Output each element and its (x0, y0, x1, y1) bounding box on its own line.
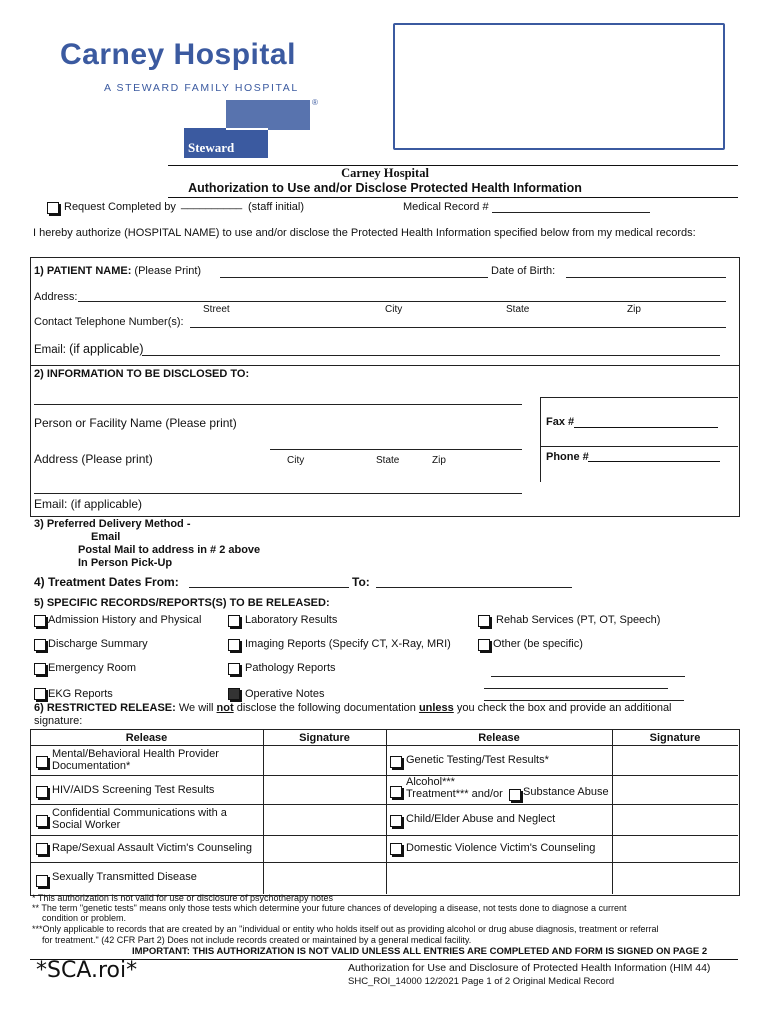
delivery-postal: Postal Mail to address in # 2 above (78, 544, 261, 556)
section3-label: 3) Preferred Delivery Method - (34, 518, 191, 530)
alcohol-label-1: Alcohol*** (406, 776, 455, 788)
phone2-field[interactable] (588, 461, 720, 462)
state-label: State (506, 304, 530, 315)
important-notice: IMPORTANT: THIS AUTHORIZATION IS NOT VALID UNLESS ALL ENTRIES ARE COMPLETED AND FORM IS SIGNED ON PAGE 2 (132, 946, 708, 957)
state2-label: State (376, 455, 400, 466)
header-signature-right: Signature (649, 732, 701, 744)
substance-checkbox[interactable] (509, 789, 521, 801)
section2-label: 2) INFORMATION TO BE DISCLOSED TO: (34, 368, 250, 380)
operative-label: Operative Notes (245, 688, 325, 700)
pathology-label: Pathology Reports (245, 662, 336, 674)
patient-name-hint: (Please Print) (131, 265, 202, 277)
treatment-from-field[interactable] (189, 587, 349, 588)
email2-field[interactable] (34, 493, 522, 494)
zip-label: Zip (627, 304, 641, 315)
discharge-checkbox[interactable] (34, 639, 46, 651)
phone-field[interactable] (190, 327, 726, 328)
alcohol-checkbox[interactable] (390, 786, 402, 798)
city-label: City (385, 304, 403, 315)
address2-label: Address (Please print) (34, 452, 153, 466)
registered-mark: ® (312, 98, 318, 107)
footer-form-meta: SHC_ROI_14000 12/2021 Page 1 of 2 Original Medical Record (348, 976, 615, 987)
substance-label: Substance Abuse (523, 786, 609, 798)
person-facility-label: Person or Facility Name (Please print) (34, 416, 237, 430)
medical-record-field[interactable] (492, 212, 650, 213)
address2-field[interactable] (270, 449, 522, 450)
other-checkbox[interactable] (478, 639, 490, 651)
treatment-to-field[interactable] (376, 587, 572, 588)
social-worker-label-1: Confidential Communications with a (52, 807, 227, 819)
admission-checkbox[interactable] (34, 615, 46, 627)
footnote-3a: ***Only applicable to records that are created by an "individual or entity who holds itself out as providing alcohol or drug abuse diagnosis, treatment or referral (32, 924, 659, 934)
mental-health-label-2: Documentation* (52, 760, 131, 772)
steward-logo-text: Steward (188, 140, 235, 155)
address-label: Address: (34, 291, 78, 303)
section5-label: 5) SPECIFIC RECORDS/REPORTS(S) TO BE RELEASED: (34, 597, 330, 609)
street-label: Street (203, 304, 230, 315)
footnote-2a: ** The term "genetic tests" means only those tests which determine your future chances of developing a disease, not tests done to diagnose a current (32, 903, 627, 913)
section4-label: 4) Treatment Dates From: (34, 575, 179, 589)
imaging-checkbox[interactable] (228, 639, 240, 651)
restricted-text-c: disclose the following documentation (233, 702, 419, 714)
genetic-label: Genetic Testing/Test Results* (406, 754, 549, 766)
delivery-pickup: In Person Pick-Up (78, 557, 173, 569)
city2-label: City (287, 455, 305, 466)
request-completed-label: Request Completed by (64, 201, 176, 213)
hospital-tagline: A STEWARD FAMILY HOSPITAL (104, 82, 299, 94)
admission-label: Admission History and Physical (48, 614, 202, 626)
social-worker-label-2: Social Worker (52, 819, 121, 831)
email-hint: (if applicable) (69, 342, 144, 356)
domestic-violence-label: Domestic Violence Victim's Counseling (406, 842, 596, 854)
request-completed-checkbox[interactable] (47, 202, 59, 214)
social-worker-checkbox[interactable] (36, 815, 48, 827)
fax-field[interactable] (574, 427, 718, 428)
email2-label: Email: (if applicable) (34, 497, 143, 511)
section1-label (34, 265, 201, 277)
section6-label (34, 702, 672, 714)
treatment-to-label: To: (352, 575, 370, 589)
other-label: Other (be specific) (493, 638, 583, 650)
patient-name-field[interactable] (220, 277, 488, 278)
other-field-3[interactable] (484, 700, 684, 701)
phone2-label: Phone # (546, 451, 589, 463)
rape-counseling-checkbox[interactable] (36, 843, 48, 855)
form-hospital-title: Carney Hospital (341, 166, 429, 180)
email-field[interactable] (142, 355, 720, 356)
steward-logo (184, 100, 310, 158)
header-release-right: Release (478, 732, 520, 744)
medical-record-label: Medical Record # (403, 201, 489, 213)
fax-label: Fax # (546, 416, 575, 428)
er-checkbox[interactable] (34, 663, 46, 675)
person-facility-field[interactable] (34, 404, 522, 405)
mental-health-checkbox[interactable] (36, 756, 48, 768)
std-label: Sexually Transmitted Disease (52, 871, 197, 883)
authorize-statement: I hereby authorize (HOSPITAL NAME) to use and/or disclose the Protected Health Information specified below from my medical records: (33, 227, 696, 239)
hospital-logo-text: Carney Hospital (60, 38, 296, 71)
abuse-neglect-label: Child/Elder Abuse and Neglect (406, 813, 556, 825)
rehab-checkbox[interactable] (478, 615, 490, 627)
header-release-left: Release (125, 732, 168, 744)
mental-health-label-1: Mental/Behavioral Health Provider (52, 748, 219, 760)
abuse-neglect-checkbox[interactable] (390, 815, 402, 827)
footnote-1: * This authorization is not valid for use or disclosure of psychotherapy notes (32, 893, 333, 903)
ekg-checkbox[interactable] (34, 688, 46, 700)
restricted-release-title: 6) RESTRICTED RELEASE: (34, 702, 176, 714)
hiv-checkbox[interactable] (36, 786, 48, 798)
lab-label: Laboratory Results (245, 614, 338, 626)
dob-label: Date of Birth: (491, 265, 556, 277)
form-code: *SCA.roi* (36, 958, 138, 983)
domestic-violence-checkbox[interactable] (390, 843, 402, 855)
form-title: Authorization to Use and/or Disclose Protected Health Information (188, 181, 582, 195)
lab-checkbox[interactable] (228, 615, 240, 627)
genetic-checkbox[interactable] (390, 756, 402, 768)
address-field[interactable] (78, 301, 726, 302)
pathology-checkbox[interactable] (228, 663, 240, 675)
rehab-label: Rehab Services (PT, OT, Speech) (496, 614, 661, 626)
discharge-label: Discharge Summary (48, 638, 148, 650)
label-box (393, 23, 725, 150)
restricted-text-b: We will (175, 702, 217, 714)
patient-name-label: 1) PATIENT NAME: (34, 265, 132, 277)
dob-field[interactable] (566, 277, 726, 278)
alcohol-label-2: Treatment*** and/or (406, 788, 503, 800)
delivery-email: Email (91, 531, 121, 543)
section2-box (30, 365, 740, 517)
ekg-label: EKG Reports (48, 688, 113, 700)
email-label (34, 342, 144, 356)
footnote-2b: condition or problem. (42, 913, 127, 923)
restricted-unless: unless (418, 702, 454, 714)
std-checkbox[interactable] (36, 875, 48, 887)
er-label: Emergency Room (48, 662, 137, 674)
other-field-2[interactable] (484, 688, 668, 689)
phone-label: Contact Telephone Number(s): (34, 316, 184, 328)
rape-counseling-label: Rape/Sexual Assault Victim's Counseling (52, 842, 253, 854)
staff-initial-label: (staff initial) (248, 201, 305, 213)
restricted-text-e: signature: (34, 715, 83, 727)
zip2-label: Zip (432, 455, 446, 466)
imaging-label: Imaging Reports (Specify CT, X-Ray, MRI) (245, 638, 451, 650)
restricted-not: not (216, 702, 234, 714)
footer-form-title: Authorization for Use and Disclosure of Protected Health Information (HIM 44) (348, 962, 711, 974)
operative-checkbox[interactable] (228, 688, 240, 700)
restricted-text-d: you check the box and provide an additional (453, 702, 672, 714)
hiv-label: HIV/AIDS Screening Test Results (52, 784, 215, 796)
email-prefix: Email: (34, 344, 70, 356)
header-signature-left: Signature (299, 732, 350, 744)
footnote-3b: for treatment." (42 CFR Part 2) Does not include records created or maintained by a general medical facility. (42, 935, 472, 945)
other-field-1[interactable] (491, 676, 685, 677)
request-blank: __________ (181, 198, 243, 210)
